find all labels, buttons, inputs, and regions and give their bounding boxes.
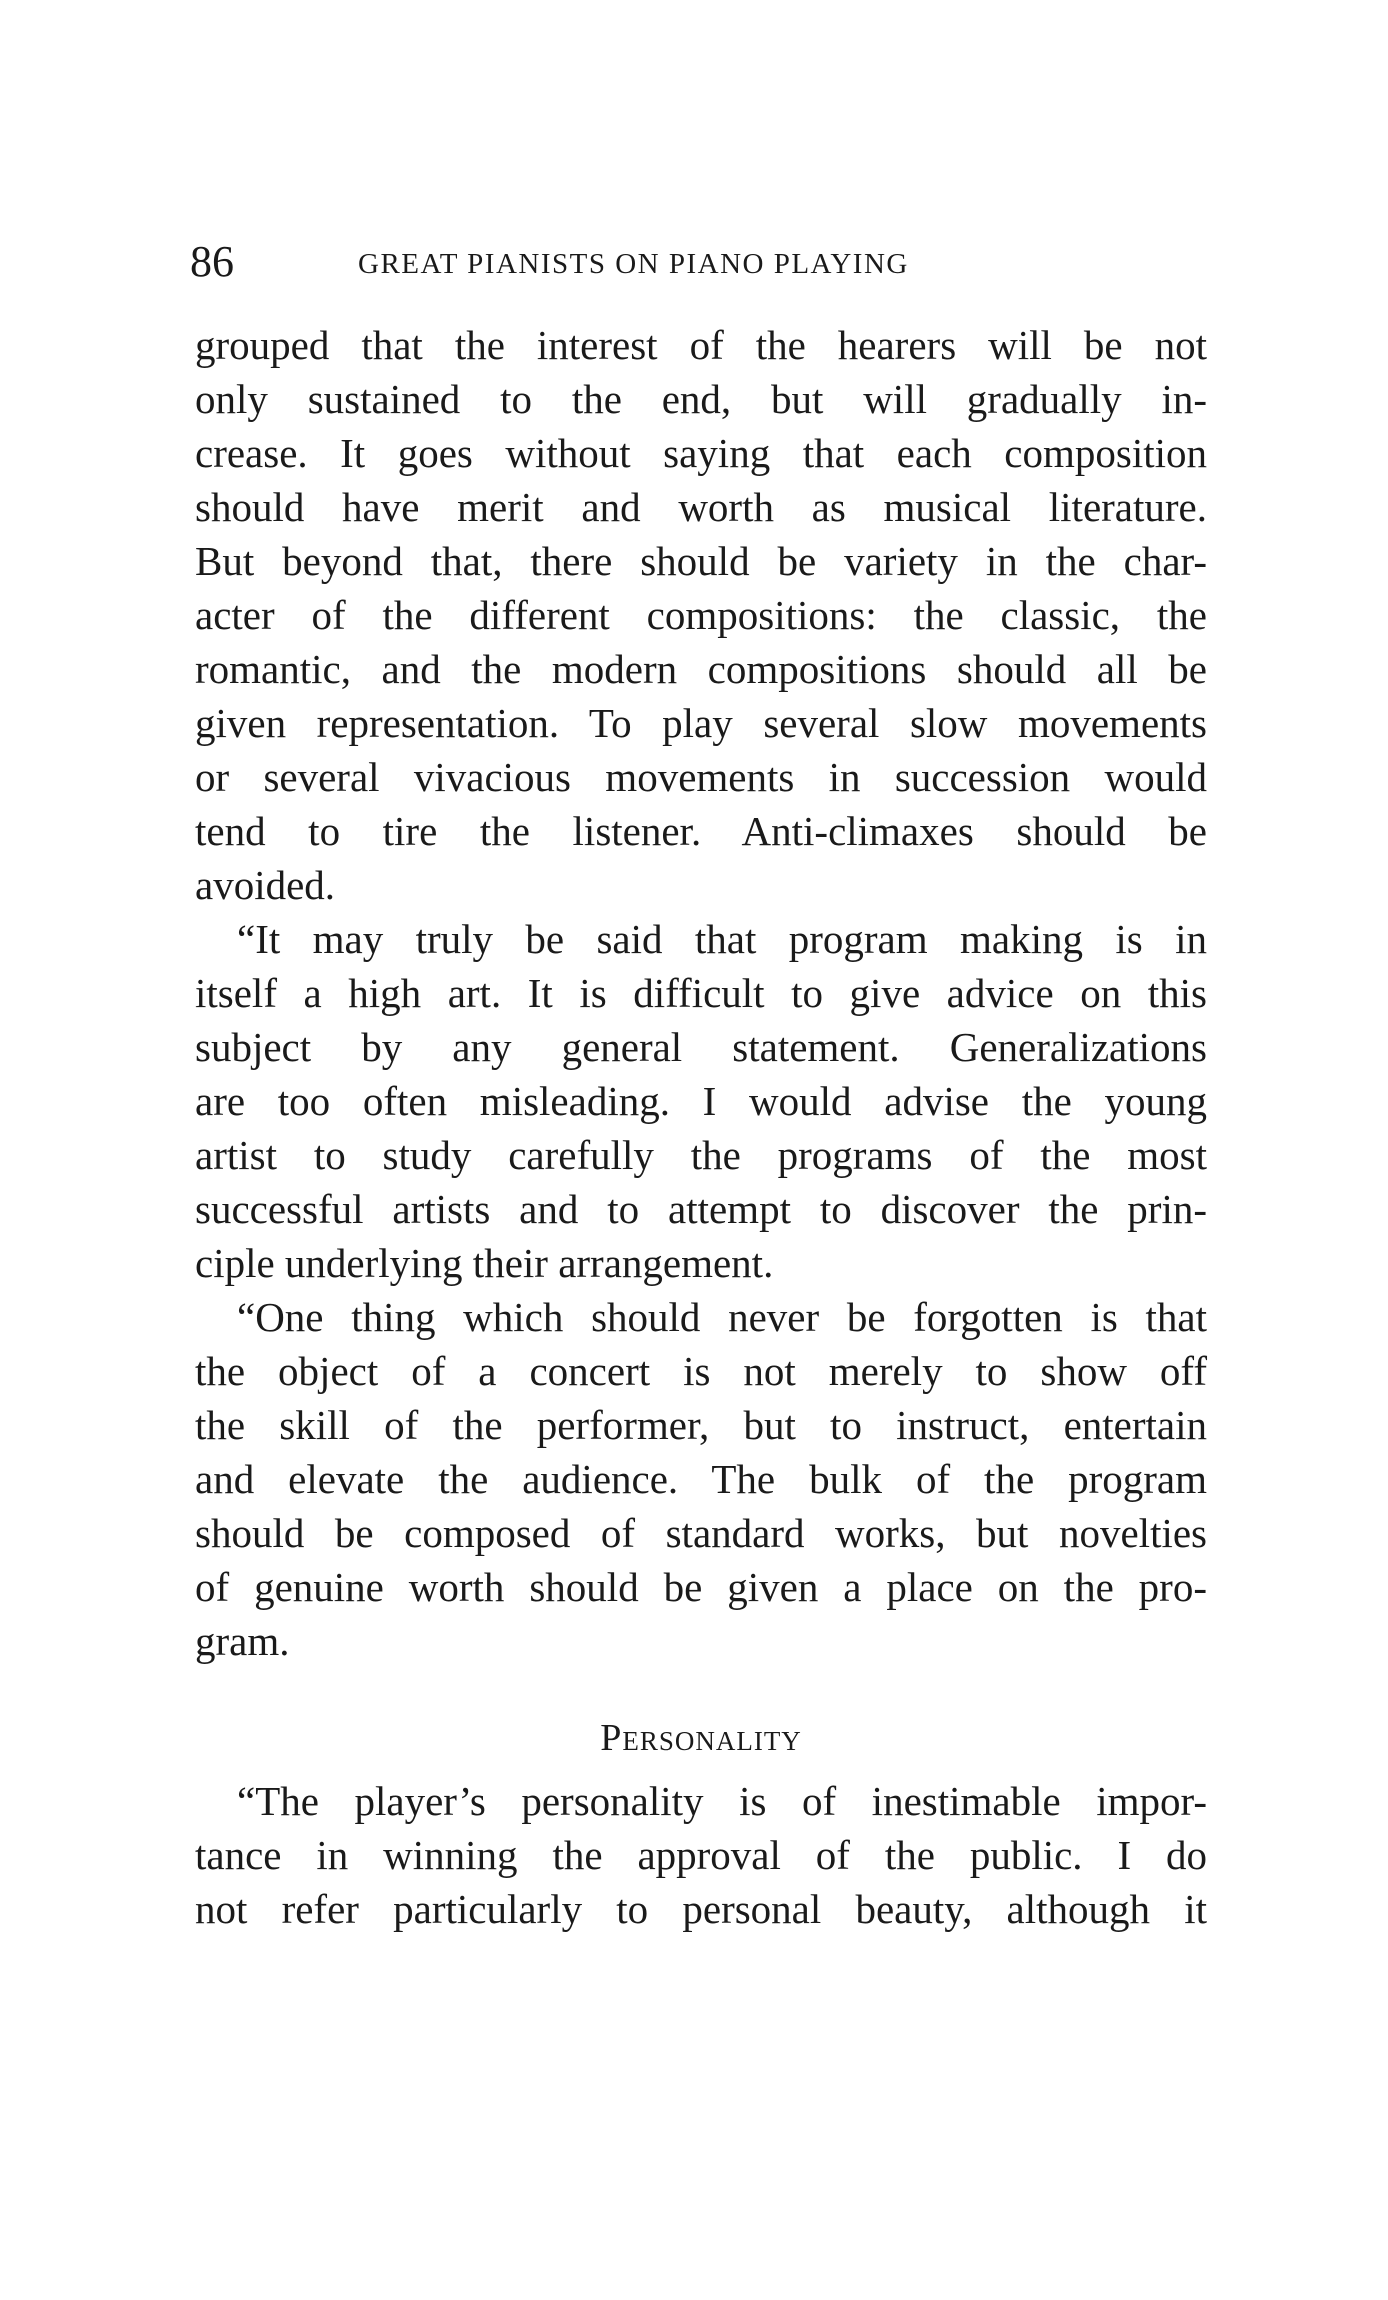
text-line: the skill of the performer, but to instruct, entertain — [195, 1402, 1207, 1448]
text-line: artist to study carefully the programs of the most — [195, 1132, 1207, 1178]
text-line: and elevate the audience. The bulk of the program — [195, 1456, 1207, 1502]
text-line: acter of the different compositions: the classic, the — [195, 592, 1207, 638]
text-line: “The player’s personality is of inestimable impor- — [237, 1778, 1207, 1824]
text-line: successful artists and to attempt to discover the prin- — [195, 1186, 1207, 1232]
text-line: “One thing which should never be forgotten is that — [237, 1294, 1207, 1340]
text-line: crease. It goes without saying that each composition — [195, 430, 1207, 476]
text-line: romantic, and the modern compositions should all be — [195, 646, 1207, 692]
text-line: subject by any general statement. Generalizations — [195, 1024, 1207, 1070]
page-number: 86 — [190, 237, 234, 286]
text-line: itself a high art. It is difficult to give advice on this — [195, 970, 1207, 1016]
text-line: not refer particularly to personal beauty, although it — [195, 1886, 1207, 1932]
running-title: GREAT PIANISTS ON PIANO PLAYING — [358, 248, 909, 280]
paragraph-4 — [195, 1774, 1207, 1936]
text-line: “It may truly be said that program making is in — [237, 916, 1207, 962]
text-line: grouped that the interest of the hearers will be not — [195, 322, 1207, 368]
paragraph-3 — [195, 1290, 1207, 1668]
text-line: the object of a concert is not merely to show off — [195, 1348, 1207, 1394]
running-head — [190, 232, 1070, 292]
text-line: or several vivacious movements in succession would — [195, 754, 1207, 800]
text-line: But beyond that, there should be variety in the char- — [195, 538, 1207, 584]
text-line: avoided. — [195, 862, 336, 908]
text-line: ciple underlying their arrangement. — [195, 1240, 774, 1286]
text-line: given representation. To play several slow movements — [195, 700, 1207, 746]
paragraph-2 — [195, 912, 1207, 1290]
section-heading: Personality — [600, 1717, 802, 1759]
text-line: tend to tire the listener. Anti-climaxes should be — [195, 808, 1207, 854]
text-line: only sustained to the end, but will gradually in- — [195, 376, 1207, 422]
text-line: of genuine worth should be given a place on the pro- — [195, 1564, 1207, 1610]
text-line: should have merit and worth as musical literature. — [195, 484, 1207, 530]
body-text — [195, 318, 1207, 1936]
paragraph-1 — [195, 318, 1207, 912]
text-line: gram. — [195, 1618, 290, 1664]
text-line: tance in winning the approval of the public. I do — [195, 1832, 1207, 1878]
section-spacer — [195, 1668, 1207, 1708]
text-line: are too often misleading. I would advise the young — [195, 1078, 1207, 1124]
text-line: should be composed of standard works, but novelties — [195, 1510, 1207, 1556]
